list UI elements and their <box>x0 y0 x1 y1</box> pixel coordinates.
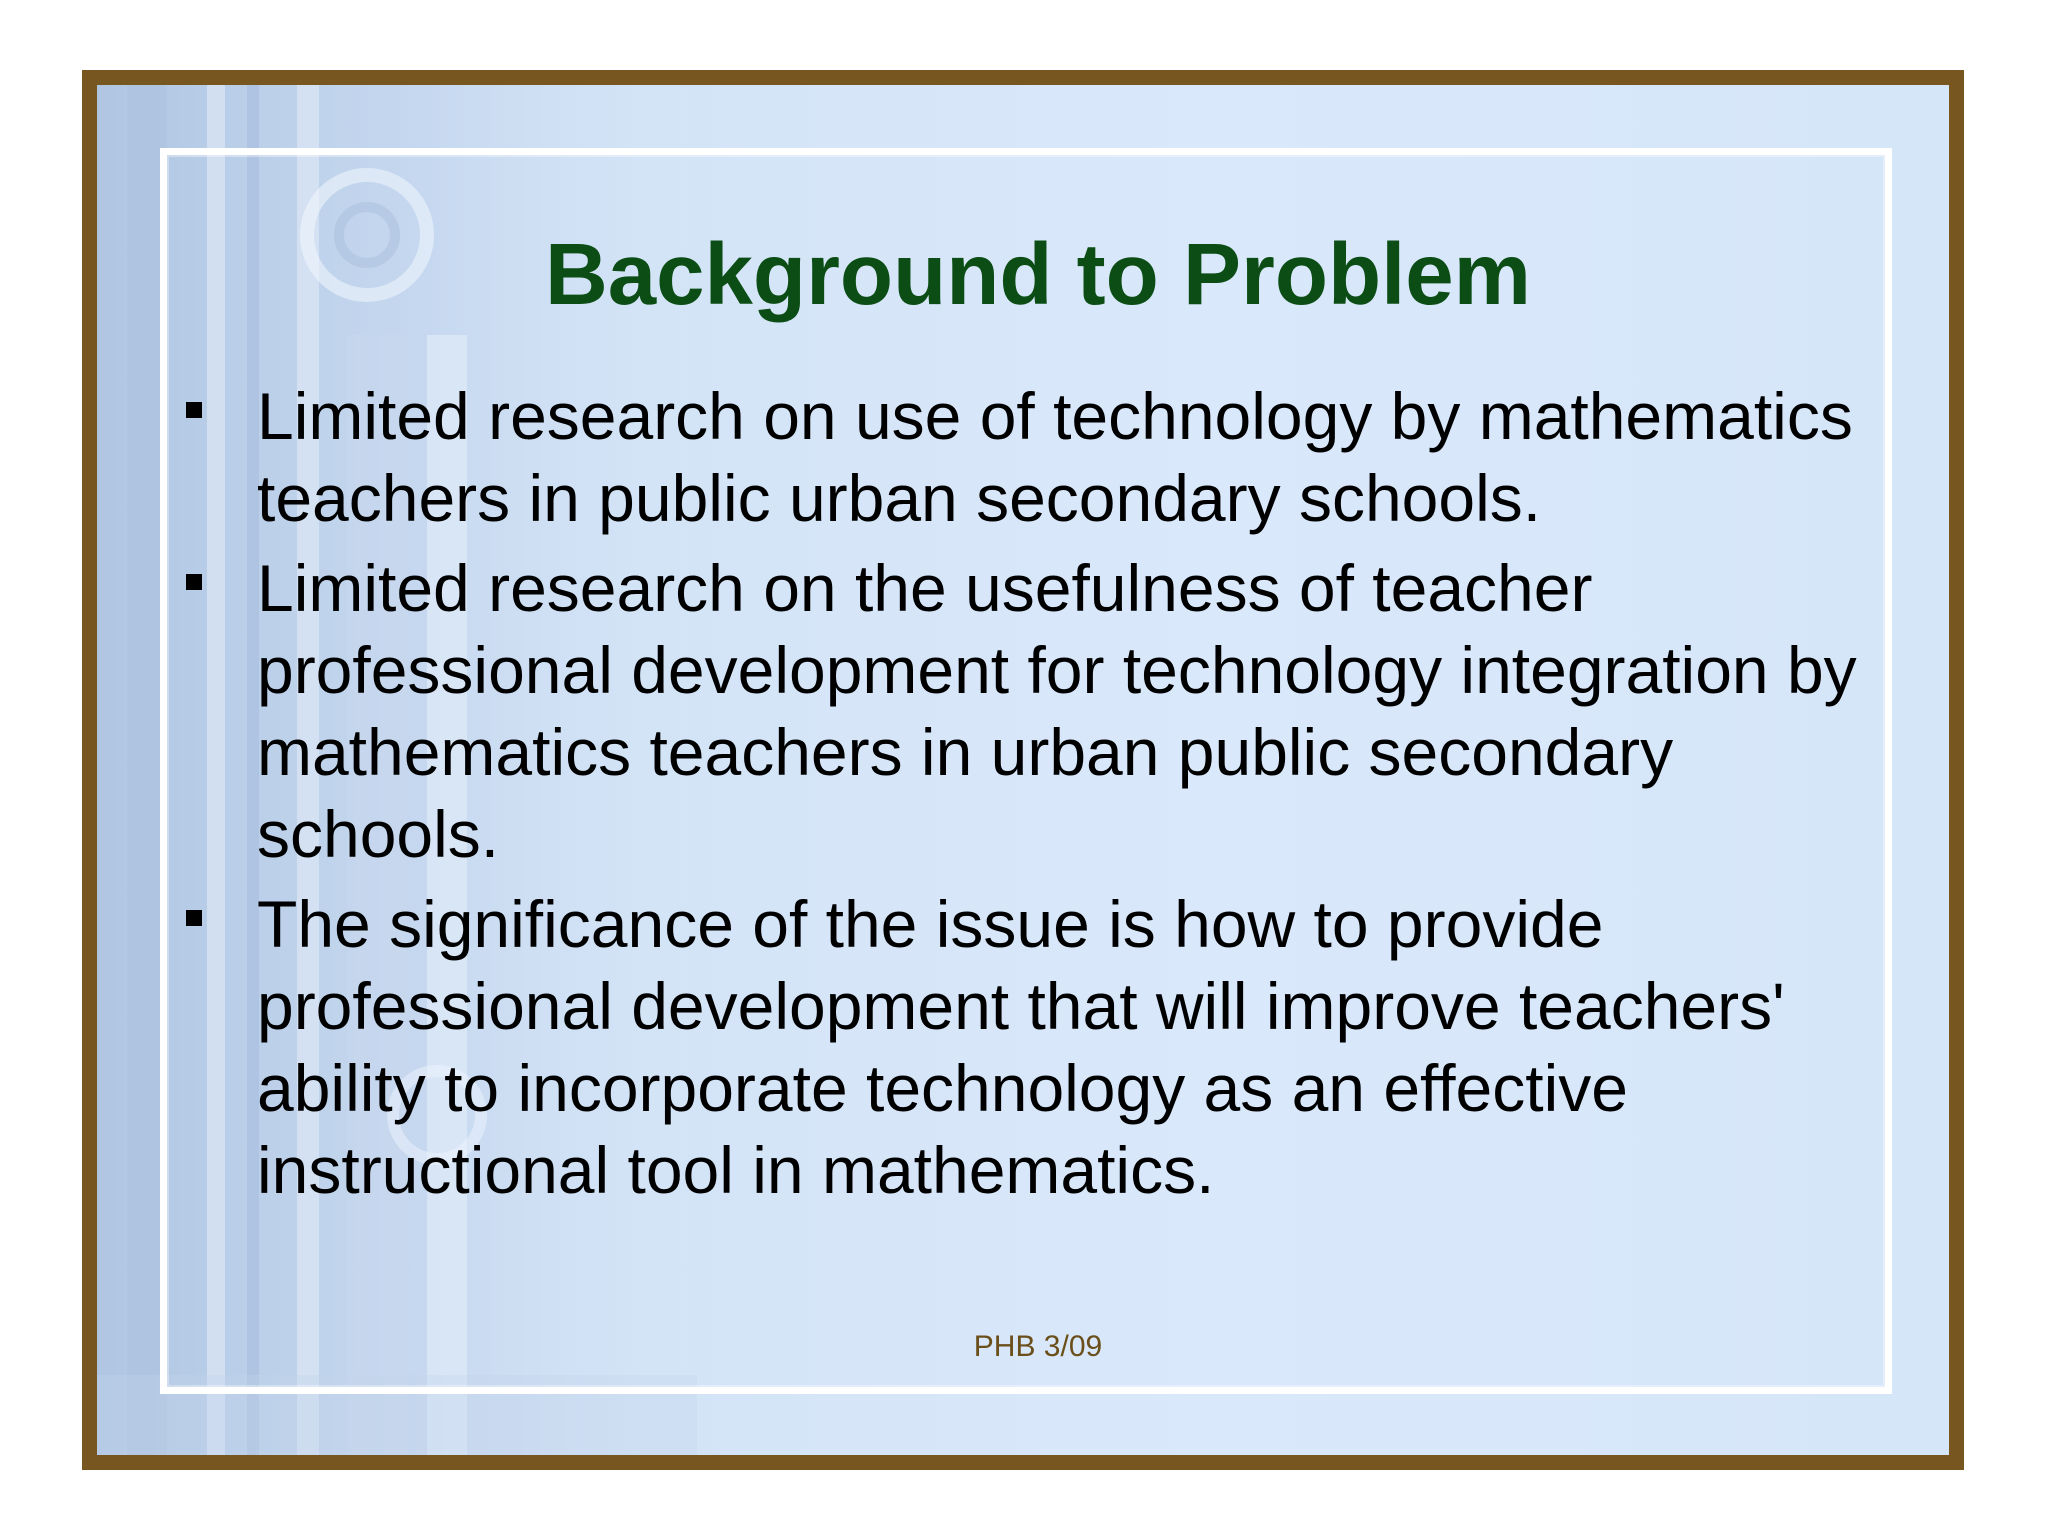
square-bullet-icon <box>186 910 202 926</box>
bullet-text: Limited research on the usefulness of teacher professional development for technology integration by mathematics teachers in urban public secondary schools. <box>257 551 1857 871</box>
square-bullet-icon <box>186 402 202 418</box>
bullet-text: Limited research on use of technology by mathematics teachers in public urban secondary schools. <box>257 379 1853 535</box>
bullet-item <box>187 547 1907 875</box>
slide-footer: PHB 3/09 <box>973 1330 1103 1363</box>
bullet-item <box>187 883 1907 1211</box>
square-bullet-icon <box>186 574 202 590</box>
bullet-list <box>187 375 1907 1219</box>
slide-title: Background to Problem <box>544 226 1532 323</box>
bullet-item <box>187 375 1907 539</box>
bullet-text: The significance of the issue is how to provide professional development that will improve teachers' ability to incorporate technology as an effective instructional tool in mathematics. <box>257 887 1785 1207</box>
slide <box>82 70 1964 1470</box>
